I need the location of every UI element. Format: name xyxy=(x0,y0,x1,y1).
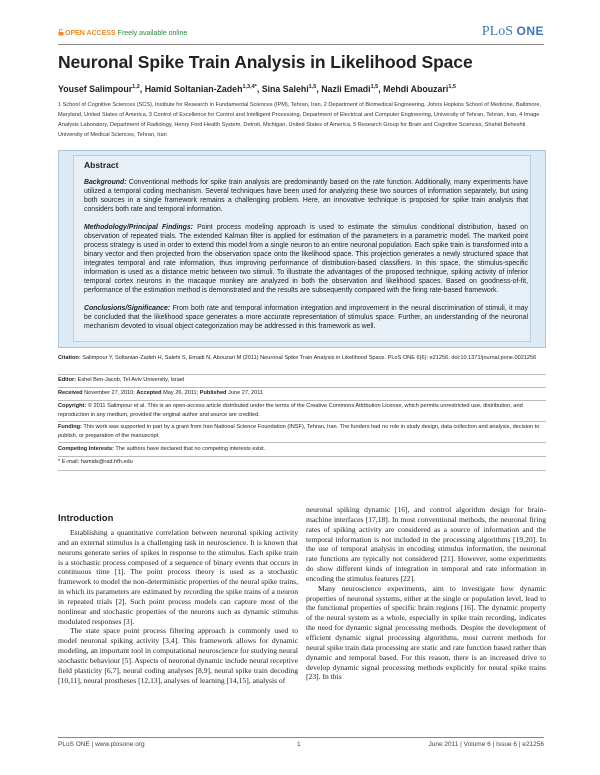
access-label: ACCESS xyxy=(86,30,116,37)
meta-divider xyxy=(58,400,546,401)
open-lock-icon xyxy=(58,29,64,36)
plos-one-logo[interactable] xyxy=(482,24,544,40)
meta-divider xyxy=(58,470,546,471)
author[interactable]: Yousef Salimpour$^{1,2}$ xyxy=(58,84,140,94)
abstract-heading: Abstract xyxy=(84,160,119,170)
open-label: OPEN xyxy=(65,30,85,37)
meta-divider xyxy=(58,421,546,422)
page-number: 1 xyxy=(297,741,301,748)
freely-available-label: Freely available online xyxy=(117,30,188,37)
copyright: Copyright: © 2011 Salimpour et al. This is an open-access article distributed under the terms of the Creative Commons Attribution License, which permits unrestricted use, distribution, and reproduction in any medium, provided the original author and source are credited. xyxy=(58,403,523,418)
citation: Citation: Salimpour Y, Soltanian-Zadeh H, Salehi S, Emadi N, Abouzari M (2011) Neuronal Spike Train Analysis in Likelihood Space. PLoS ONE 6(6): e21256. doi:10.1371/journal.pone.0021256 xyxy=(58,355,537,361)
footer-issue: June 2011 | Volume 6 | Issue 6 | e21256 xyxy=(428,741,544,748)
funding: Funding: This work was supported in part by a grant from Iran National Science Foundation (INSF), Tehran, Iran. The funders had no role in study design, data collection and analysis, decision to publish, or preparation of the manuscript. xyxy=(58,424,540,439)
footer-journal[interactable]: PLoS ONE | www.plosone.org xyxy=(58,741,145,748)
logo-one: ONE xyxy=(516,24,544,38)
author[interactable]: Hamid Soltanian-Zadeh$^{1,3,4*}$ xyxy=(144,84,257,94)
paragraph: Many neuroscience experiments, aim to investigate how dynamic properties of neuronal systems, either at the single or population level, lead to the functional properties of specific brain regions [16]. The dynamic property of the neural system as a whole, especially in spike train recording, indicates the need for dynamic signal processing methods. Despite the development of efficient dynamic signal processing algorithms, most current methods for neural spike train data processing are static and rate function based rather than dynamic and temporal based. For this reason, there is an increased drive to develop dynamic signal processing methods explicitly for neural spike trains [23]. In this xyxy=(306,583,546,682)
affiliations: 1 School of Cognitive Sciences (SCS), Institute for Research in Fundamental Sciences (IPM), Tehran, Iran, 2 Department of Biomedical Engineering, Johns Hopkins School of Medicine, Baltimore, Maryland, United States of America, 3 Control of Excellence for Control and Intelligent Processing, Department of Electrical and Computer Engineering, University of Tehran, Tehran, Iran, 4 Image Analysis Laboratory, Department of Radiology, Henry Ford Health System, Detroit, Michigan, United States of America, 5 Research Group for Brain and Cognitive Sciences, Shahid Beheshti University of Medical Sciences, Tehran, Iran xyxy=(58,102,542,138)
left-column xyxy=(58,528,298,686)
email[interactable]: * E-mail: hamids@rad.hfh.edu xyxy=(58,459,133,465)
editor: Editor: Eshel Ben-Jacob, Tel Aviv University, Israel xyxy=(58,377,185,383)
competing-interests: Competing Interests: The authors have declared that no competing interests exist. xyxy=(58,446,266,452)
meta-divider xyxy=(58,442,546,443)
abstract-methods: Methodology/Principal Findings: Point process modeling approach is used to estimate the stimulus conditional distribution, based on observation of repeated trials. The extended Kalman filter is applied for estimation of the parameters in a parametric model. The marked point process strategy is used in order to extend this model from a single neuron to an entire neuronal population. Each spike train is transformed into a binary vector and then projected from the observation space onto the likelihood space. This projection generates a newly structured space that integrates temporal and rate information, thus improving performance of distribution-based classifiers. In this space, the stimulus-specific information is used as a distance metric between two stimuli. To illustrate the advantages of the proposed technique, spiking activity of inferior temporal cortex neurons in the macaque monkey are analyzed in both the observation and likelihood spaces. Based on goodness-of-fit, performance of the estimation method is demonstrated and the results are subsequently compared with the firing rate-based framework. xyxy=(84,224,528,294)
introduction-heading: Introduction xyxy=(58,513,114,524)
header-divider xyxy=(58,44,544,45)
logo-plos: PLoS xyxy=(481,24,513,39)
meta-divider xyxy=(58,374,546,375)
open-access-badge[interactable] xyxy=(58,29,187,37)
abstract-background: Background: Conventional methods for spike train analysis are predominantly based on the rate function. Additionally, many experiments have utilized a temporal coding mechanism. Several techniques have been used for analyzing these two sources of information separately, but using both sources in a single framework remains a challenging problem. Here, an innovative technique is proposed for spike train analysis that considers both rate and temporal information. xyxy=(84,179,528,213)
right-column xyxy=(306,505,546,682)
paragraph: The state space point process filtering approach is commonly used to model neuronal spiking activity [3,4]. This framework allows for dynamic modeling, an important tool in computational neuroscience for studying neural stochastic behaviour [5]. Aspects of neuronal dynamic include neural receptive field plasticity [6,7], neural coding analyses [8,9], neural spike train decoding [10,11], neural prostheses [12,13], analyses of learning [14,15], analysis of xyxy=(58,626,298,685)
author-list: Yousef Salimpour$^{1,2}$, Hamid Soltanian-Zadeh$^{1,3,4*}$, Sina Salehi$^{1,5}$, Nazli Emadi$^{1,5}$, Mehdi Abouzari$^{1,5}$ xyxy=(58,84,456,94)
dates: Received November 27, 2010; Accepted May 26, 2011; Published June 27, 2011 xyxy=(58,390,264,396)
meta-divider xyxy=(58,387,546,388)
meta-divider xyxy=(58,456,546,457)
author[interactable]: Sina Salehi$^{1,5}$ xyxy=(261,84,317,94)
abstract-conclusions: Conclusions/Significance: From both rate and temporal information integration and improvement in the neural discrimination of stimuli, it may be concluded that the likelihood space generates a more accurate representation of stimulus space. Further, an understanding of the neuronal mechanism devoted to visual object categorization may be addressed in this framework as well. xyxy=(84,305,528,330)
author[interactable]: Nazli Emadi$^{1,5}$ xyxy=(321,84,379,94)
paragraph: Establishing a quantitative correlation between neuronal spiking activity and an external stimulus is a challenging task in neuroscience. It is known that neurons generate series of spikes in response to the stimulus. Each spike train is a stochastic process composed of a sequence of binary events that occurs in continuous time [1]. The point process theory is used as a stochastic framework to model the non-deterministic properties of the neural spike trains, in which its parameters are estimated by recording the spike trains of a neuron in repeated trials [2]. Such point process models can capture most of the nonlinear and stochastic properties of the neurons such as dynamic stimulus modulated responses [3]. xyxy=(58,528,298,626)
author[interactable]: Mehdi Abouzari$^{1,5}$ xyxy=(383,84,456,94)
paragraph: neuronal spiking dynamic [16], and control algorithm design for brain-machine interfaces [17,18]. In most conventional methods, the neuronal firing rates of spiking activity are considered as a source of information and the temporal information is not included in the processing algorithms [19,20]. In the use of temporal analysis in encoding stimulus information, the neuronal rate functions are typically not considered [21]. However, some experiments do show different kinds of integration in temporal and rate information in encoding the stimulus features [22]. xyxy=(306,505,546,583)
article-title: Neuronal Spike Train Analysis in Likelihood Space xyxy=(58,52,473,72)
footer-divider xyxy=(58,737,544,738)
